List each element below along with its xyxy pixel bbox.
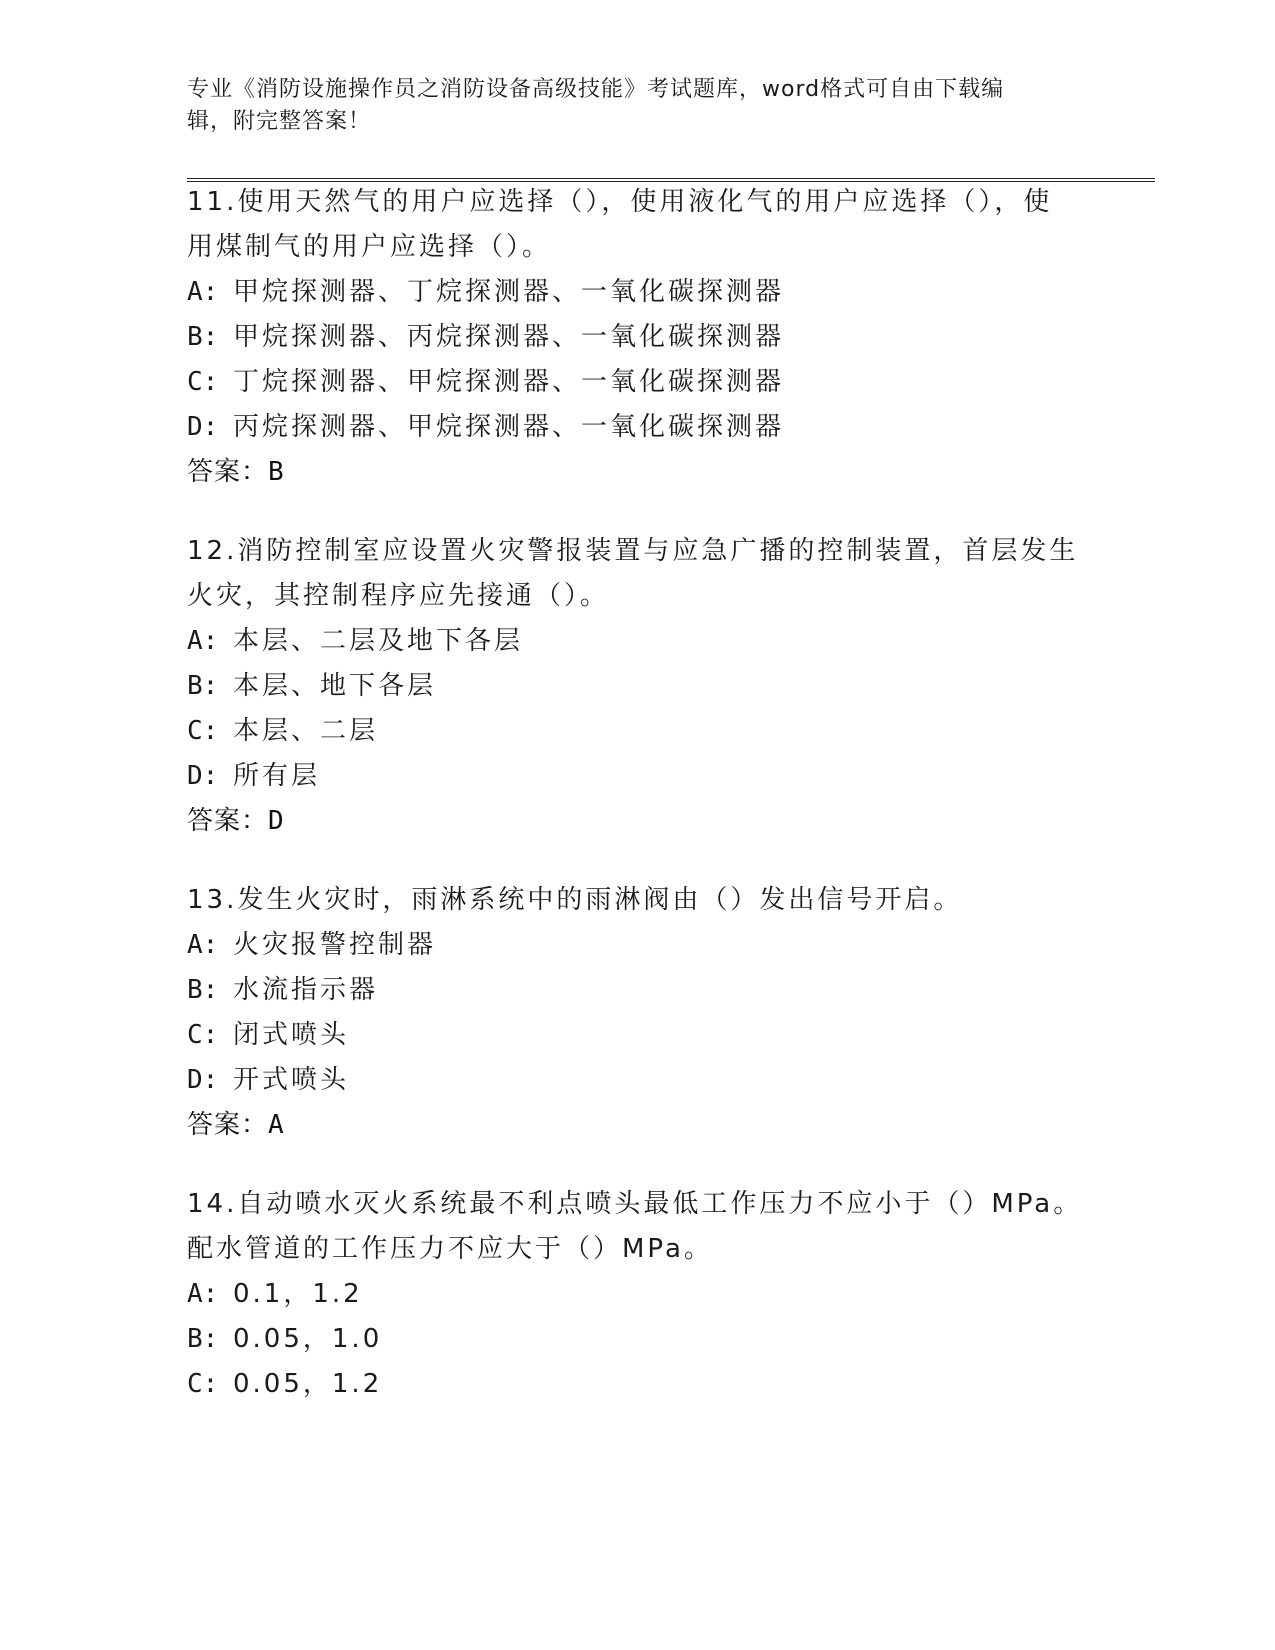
option-letter: A: xyxy=(187,1279,219,1309)
header-line-2: 辑，附完整答案！ xyxy=(187,109,372,134)
option-text: 本层、地下各层 xyxy=(233,671,437,701)
option-letter: D: xyxy=(187,412,219,442)
option-letter: B: xyxy=(187,1324,219,1354)
option-c xyxy=(187,1362,1087,1407)
option-d xyxy=(187,754,1087,799)
option-letter: C: xyxy=(187,1020,219,1050)
stem-line: 13.发生火灾时，雨淋系统中的雨淋阀由（）发出信号开启。 xyxy=(187,885,963,915)
stem-line: 用煤制气的用户应选择（）。 xyxy=(187,232,552,262)
header-line-1: 专业《消防设施操作员之消防设备高级技能》考试题库，word格式可自由下载编 xyxy=(187,77,1005,102)
answer-label: 答案： xyxy=(187,806,269,836)
question-stem xyxy=(187,180,1087,270)
stem-line: 火灾，其控制程序应先接通（）。 xyxy=(187,581,610,611)
option-a xyxy=(187,619,1087,664)
option-c xyxy=(187,360,1087,405)
option-text: 0.05，1.0 xyxy=(233,1324,383,1354)
stem-line: 11.使用天然气的用户应选择（），使用液化气的用户应选择（），使 xyxy=(187,187,1053,217)
option-b xyxy=(187,664,1087,709)
option-b xyxy=(187,315,1087,360)
option-b xyxy=(187,968,1087,1013)
answer-line xyxy=(187,1103,1087,1148)
option-text: 火灾报警控制器 xyxy=(233,930,437,960)
question-stem xyxy=(187,529,1087,619)
option-text: 甲烷探测器、丁烷探测器、一氧化碳探测器 xyxy=(233,277,785,307)
answer-value: A xyxy=(268,1110,284,1140)
option-text: 丙烷探测器、甲烷探测器、一氧化碳探测器 xyxy=(233,412,785,442)
stem-line: 14.自动喷水灭火系统最不利点喷头最低工作压力不应小于（）MPa。 xyxy=(187,1189,1083,1219)
option-letter: C: xyxy=(187,367,219,397)
document-page xyxy=(187,0,1157,1650)
answer-label: 答案： xyxy=(187,1110,269,1140)
stem-line: 配水管道的工作压力不应大于（）MPa。 xyxy=(187,1234,713,1264)
answer-value: B xyxy=(268,457,284,487)
option-text: 丁烷探测器、甲烷探测器、一氧化碳探测器 xyxy=(233,367,785,397)
answer-label: 答案： xyxy=(187,457,269,487)
option-letter: C: xyxy=(187,1369,219,1399)
option-text: 0.05，1.2 xyxy=(233,1369,383,1399)
option-text: 水流指示器 xyxy=(233,975,379,1005)
option-text: 开式喷头 xyxy=(233,1065,350,1095)
document-header xyxy=(187,74,1067,138)
answer-value: D xyxy=(268,806,284,836)
option-text: 本层、二层 xyxy=(233,716,379,746)
option-b xyxy=(187,1317,1087,1362)
option-letter: D: xyxy=(187,1065,219,1095)
option-d xyxy=(187,1058,1087,1103)
question-13 xyxy=(187,878,1087,1148)
question-stem xyxy=(187,1182,1087,1272)
option-letter: C: xyxy=(187,716,219,746)
question-12 xyxy=(187,529,1087,844)
option-letter: D: xyxy=(187,761,219,791)
option-letter: B: xyxy=(187,975,219,1005)
option-letter: A: xyxy=(187,930,219,960)
option-c xyxy=(187,1013,1087,1058)
option-a xyxy=(187,923,1087,968)
option-text: 0.1，1.2 xyxy=(233,1279,363,1309)
option-letter: B: xyxy=(187,671,219,701)
option-letter: A: xyxy=(187,277,219,307)
option-d xyxy=(187,405,1087,450)
question-14 xyxy=(187,1182,1087,1407)
option-c xyxy=(187,709,1087,754)
option-a xyxy=(187,1272,1087,1317)
question-11 xyxy=(187,180,1087,495)
option-text: 本层、二层及地下各层 xyxy=(233,626,524,656)
option-text: 闭式喷头 xyxy=(233,1020,350,1050)
answer-line xyxy=(187,799,1087,844)
answer-line xyxy=(187,450,1087,495)
stem-line: 12.消防控制室应设置火灾警报装置与应急广播的控制装置，首层发生 xyxy=(187,536,1079,566)
option-letter: B: xyxy=(187,322,219,352)
option-letter: A: xyxy=(187,626,219,656)
option-a xyxy=(187,270,1087,315)
question-stem xyxy=(187,878,1087,923)
option-text: 甲烷探测器、丙烷探测器、一氧化碳探测器 xyxy=(233,322,785,352)
option-text: 所有层 xyxy=(233,761,321,791)
